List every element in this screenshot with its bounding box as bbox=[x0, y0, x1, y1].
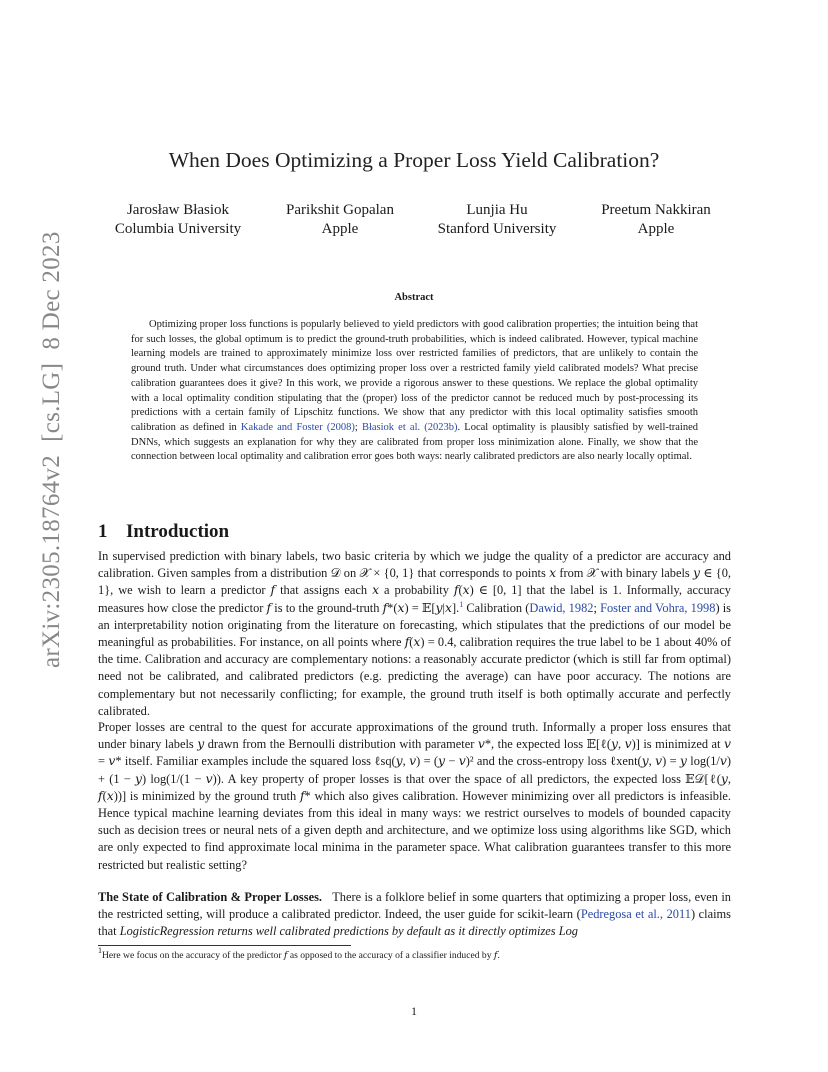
author-name: Parikshit Gopalan bbox=[286, 202, 394, 218]
footnote-mark: 1 bbox=[98, 946, 102, 955]
author-name: Preetum Nakkiran bbox=[601, 202, 711, 218]
abstract-text bbox=[131, 318, 698, 465]
paragraph: Proper losses are central to the quest for accurate approximations of the ground truth. Informally a proper loss ensures that under binary labels 𝑦 drawn from the Bernoulli distribution with parameter 𝑣*, the expected loss 𝔼[ℓ(𝑦, 𝑣)] is minimized at 𝑣 = 𝑣* itself. Familiar examples include the squared loss ℓsq(𝑦, 𝑣) = (𝑦 − 𝑣)² and the cross-entropy loss ℓxent(𝑦, 𝑣) = 𝑦 log(1/𝑣) + (1 − 𝑦) log(1/(1 − 𝑣)). A key property of proper losses is that over the space of all predictors, the expected loss 𝔼𝒟[ℓ(𝑦, 𝑓(𝑥))] is minimized by the ground truth 𝑓* which also gives calibration. However minimizing over all predictors is infeasible. Hence typical machine learning deviates from this ideal in many ways: we restrict ourselves to models of bounded capacity such as decision trees or neural nets of a given depth and architecture, and we optimize loss using algorithms like SGD, which are only expected to find approximate local minima in the parameter space. What calibration guarantees transfer to this more restricted but realistic setting? bbox=[98, 720, 731, 872]
footnote bbox=[98, 946, 728, 962]
author-block bbox=[561, 201, 751, 239]
abstract-heading: Abstract bbox=[394, 292, 434, 303]
citation-separator: ; bbox=[354, 421, 362, 433]
section-title: Introduction bbox=[126, 521, 230, 542]
paper-title: When Does Optimizing a Proper Loss Yield Calibration? bbox=[168, 148, 660, 172]
abstract-text-part: . Local optimality is plausibly satisfied by well-trained DNNs, which suggests an explanation for why they are calibrated from proper loss minimization alone. Finally, we show that the connection between local optimality and calibration error goes both ways: nearly calibrated predictors are also nearly locally optimal. bbox=[131, 421, 699, 463]
author-affiliation: Apple bbox=[637, 221, 675, 237]
citation-link[interactable]: Dawid, 1982 bbox=[529, 600, 594, 615]
paragraph-text: ) is an interpretability notion originating from the literature on forecasting, which stipulates that the predictions of our model be meaningful as probabilities. For instance, on all points where 𝑓(𝑥) = 0.4, calibration requires the true label to be 1 about 40% of the time. Calibration and accuracy are complementary notions: a reasonably accurate predictor (which is still far from optimal) need not be calibrated, and calibrated predictors (e.g. predicting the average) can have poor accuracy. The notions are complementary but not necessarily conflicting; for example, the ground truth itself is both optimally accurate and perfectly calibrated. bbox=[98, 600, 732, 718]
paragraph bbox=[98, 548, 731, 720]
footnote-text: Here we focus on the accuracy of the predictor 𝑓 as opposed to the accuracy of a classifier induced by 𝑓. bbox=[102, 950, 500, 961]
section-heading bbox=[98, 521, 229, 543]
paragraph-text: ) claims that bbox=[98, 907, 732, 939]
paragraph bbox=[98, 889, 731, 941]
page-number: 1 bbox=[411, 1004, 417, 1018]
abstract-text-part: Optimizing proper loss functions is popularly believed to yield predictors with good calibration properties; the intuition being that for such losses, the global optimum is to predict the ground-truth probabilities, which is indeed calibrated. However, typical machine learning models are trained to approximately minimize loss over restricted families of predictors, that are unlikely to contain the ground truth. Under what circumstances does optimizing proper loss over a restricted family yield calibrated models? What precise calibration guarantees does it give? In this work, we provide a rigorous answer to these questions. We replace the global optimality with a local optimality condition stipulating that the (proper) loss of the predictor cannot be reduced much by post-processing its predictions with a certain family of Lipschitz functions. We show that any predictor with this local optimality satisfies smooth calibration as defined in bbox=[131, 319, 698, 433]
footnote-rule bbox=[98, 945, 351, 946]
paragraph-text: Calibration ( bbox=[463, 600, 530, 615]
author-affiliation: Stanford University bbox=[437, 221, 557, 237]
paragraph-text: There is a folklore belief in some quarters that optimizing a proper loss, even in the restricted setting, will produce a calibrated predictor. Indeed, the user guide for scikit-learn ( bbox=[98, 890, 731, 922]
author-name: Lunjia Hu bbox=[466, 202, 528, 218]
author-affiliation: Apple bbox=[321, 221, 359, 237]
runin-heading: The State of Calibration & Proper Losses. bbox=[98, 890, 322, 904]
author-name: Jarosław Błasiok bbox=[126, 202, 230, 218]
author-affiliation: Columbia University bbox=[114, 221, 242, 237]
citation-link[interactable]: Kakade and Foster (2008) bbox=[240, 421, 355, 433]
arxiv-stamp: arXiv:2305.18764v2 [cs.LG] 8 Dec 2023 bbox=[38, 231, 65, 668]
section-number: 1 bbox=[98, 521, 108, 542]
citation-link[interactable]: Błasiok et al. (2023b) bbox=[361, 421, 458, 433]
citation-link[interactable]: Pedregosa et al., 2011 bbox=[580, 907, 691, 922]
citation-separator: ; bbox=[593, 600, 601, 615]
emphasized-text: LogisticRegression returns well calibrated predictions by default as it directly optimizes Log bbox=[119, 924, 578, 939]
citation-link[interactable]: Foster and Vohra, 1998 bbox=[600, 600, 716, 615]
paragraph-text: In supervised prediction with binary labels, two basic criteria by which we judge the quality of a predictor are accuracy and calibration. Given samples from a distribution 𝒟 on 𝒳 × {0, 1} that corresponds to points 𝑥 from 𝒳 with binary labels 𝑦 ∈ {0, 1}, we wish to learn a predictor 𝑓 that assigns each 𝑥 a probability 𝑓(𝑥) ∈ [0, 1] that the label is 1. Informally, accuracy measures how close the predictor 𝑓 is to the ground-truth 𝑓*(𝑥) = 𝔼[𝑦|𝑥]. bbox=[98, 549, 731, 615]
footnote-marker[interactable]: 1 bbox=[459, 599, 464, 609]
